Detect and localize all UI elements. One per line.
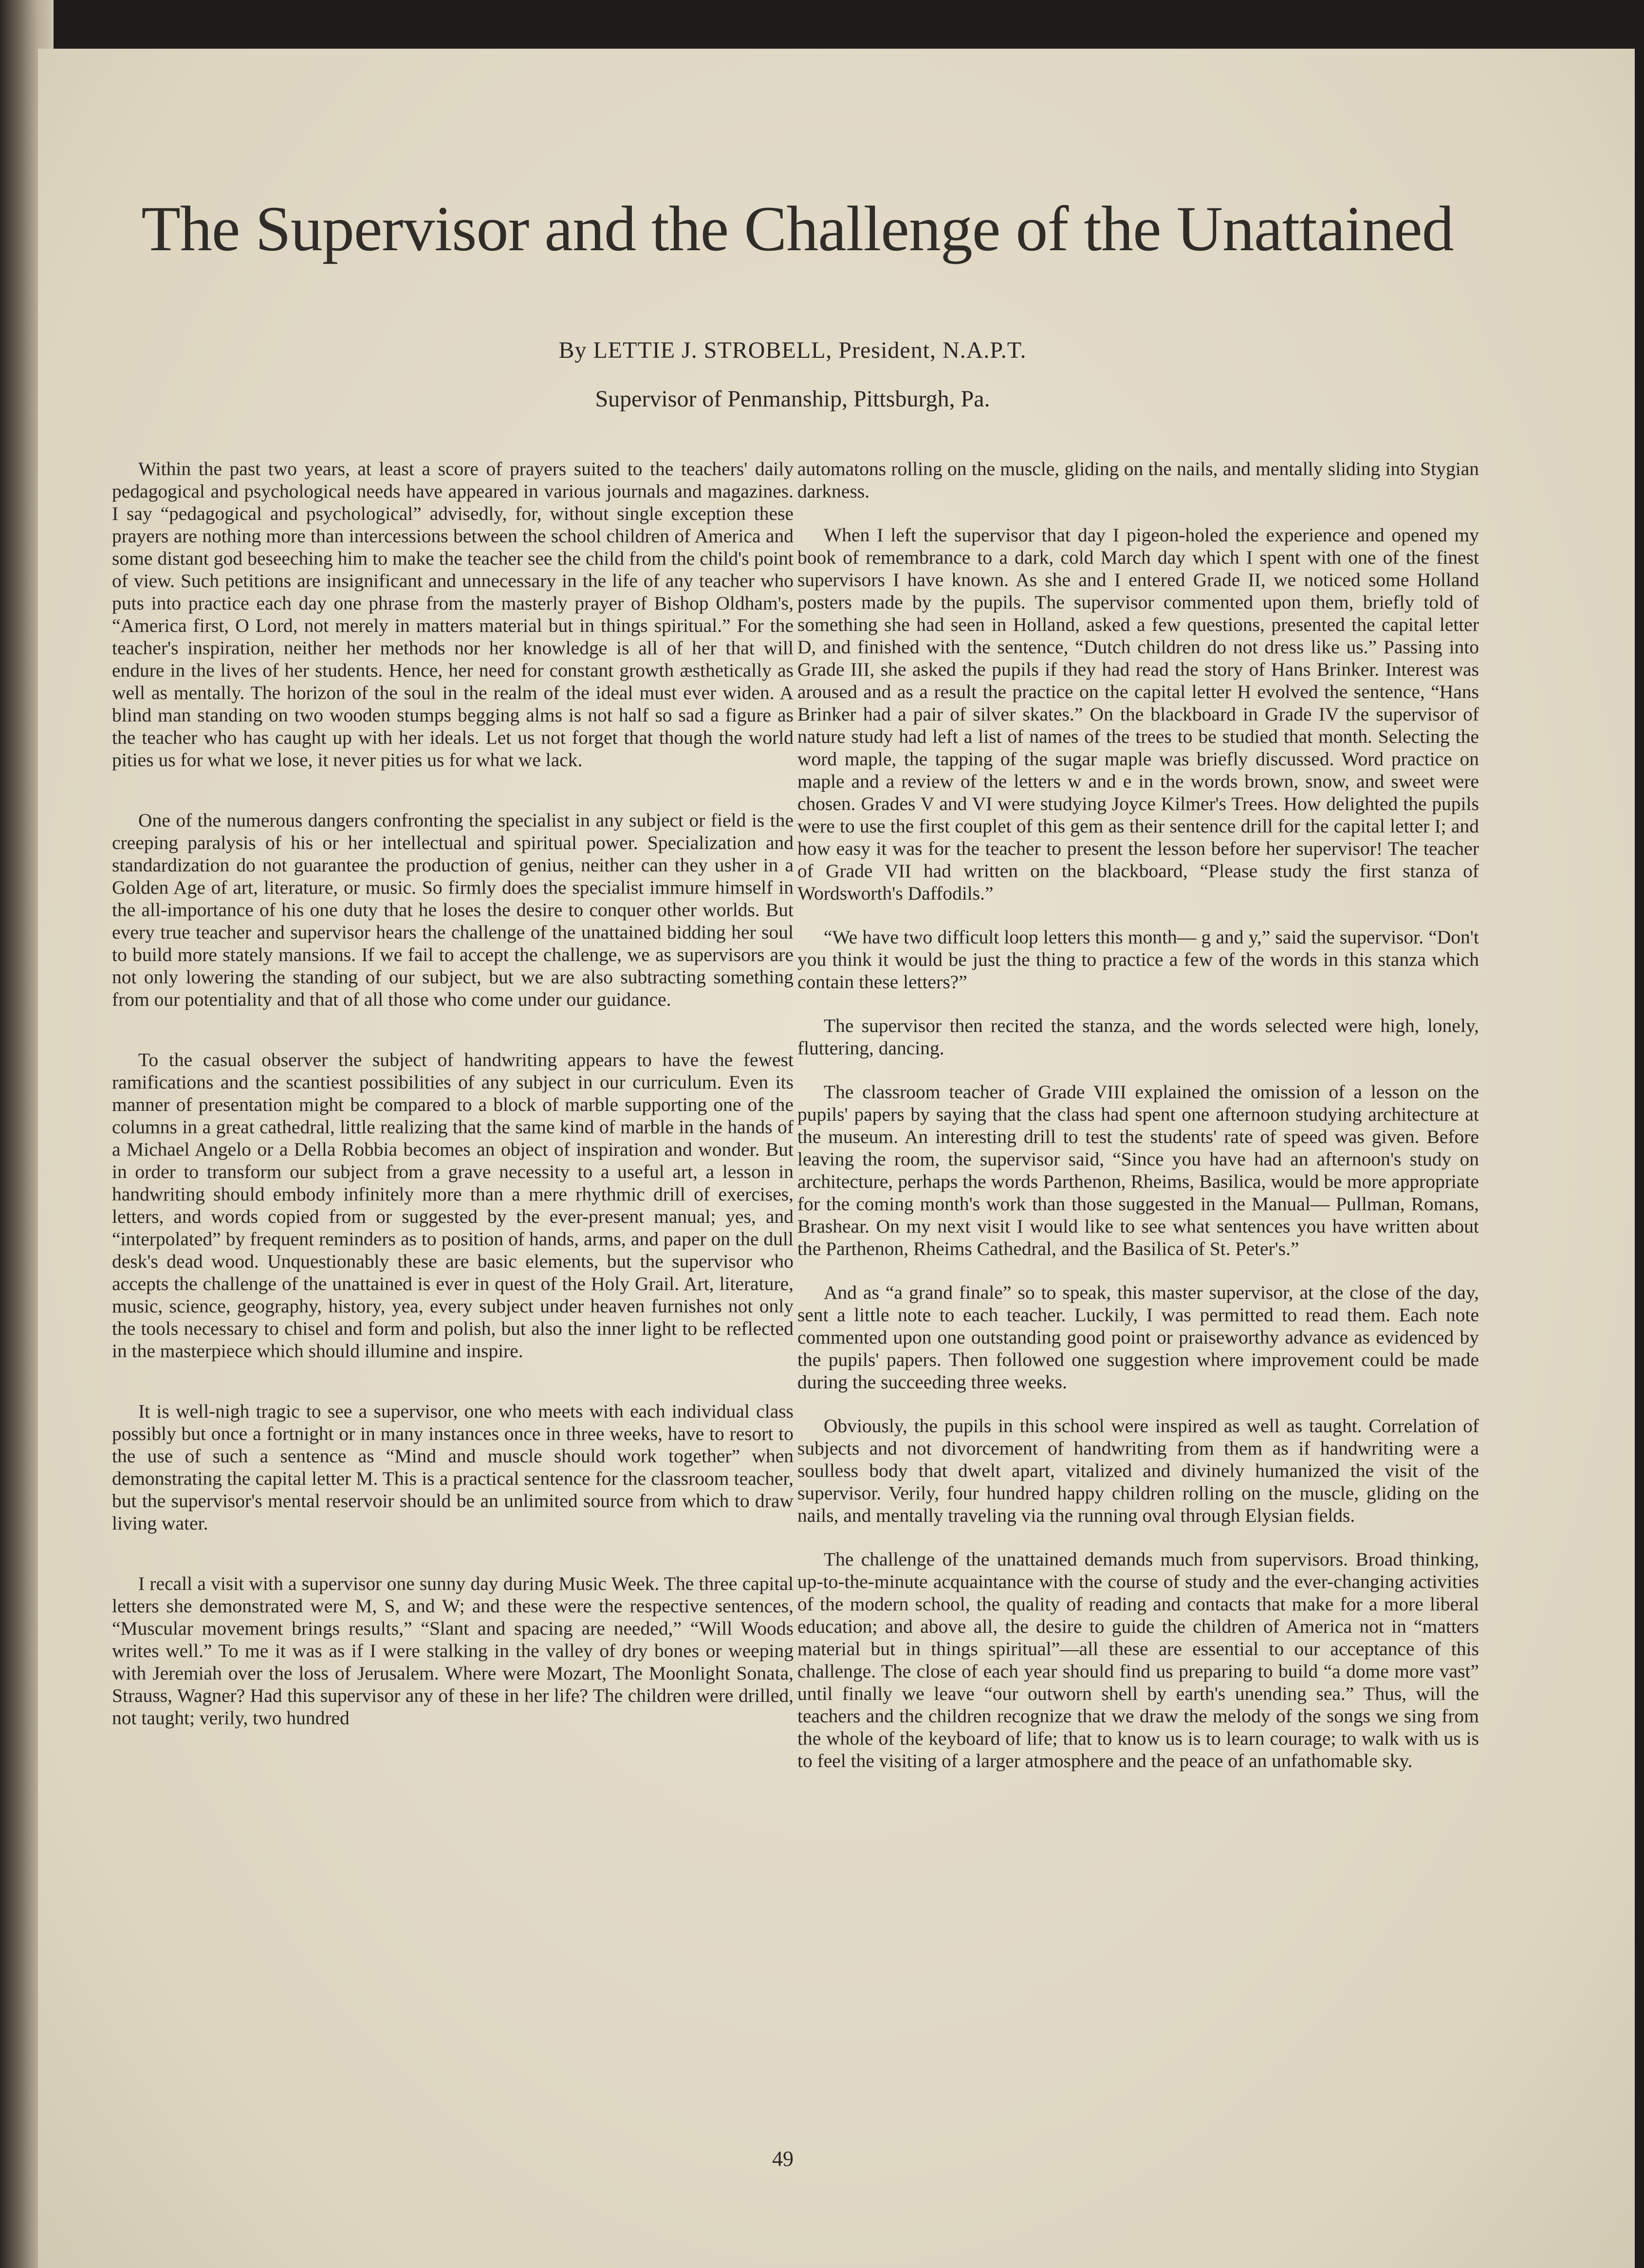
paragraph: When I left the supervisor that day I pigeon-holed the experience and opened my book of remembrance to a dark, cold March day which I spent with one of the finest supervisors I have known. As she and I entered Grade II, we noticed some Holland posters made by the pupils. The supervisor commented upon them, briefly told of something she had seen in Holland, asked a few questions, presented the capital letter D, and finished with the sentence, “Dutch children do not dress like us.” Passing into Grade III, she asked the pupils if they had read the story of Hans Brinker. Interest was aroused and as a result the practice on the capital letter H evolved the sentence, “Hans Brinker had a pair of silver skates.” On the blackboard in Grade IV the supervisor of nature study had left a list of names of the trees to be studied that month. Selecting the word maple, the tapping of the sugar maple was briefly discussed. Word practice on maple and a review of the letters w and e in the words brown, snow, and sweet were chosen. Grades V and VI were studying Joyce Kilmer's Trees. How delighted the pupils were to use the first couplet of this gem as their sentence drill for the capital letter I; and how easy it was for the teacher to present the lesson before her supervisor! The teacher of Grade VII had written on the blackboard, “Please study the first stanza of Wordsworth's Daffodils.”	[797, 524, 1479, 904]
left-column	[112, 458, 794, 1767]
page-number: 49	[772, 2147, 794, 2171]
author-affiliation: Supervisor of Penmanship, Pittsburgh, Pa.	[595, 386, 990, 412]
right-column	[797, 458, 1479, 1793]
paragraph: I recall a visit with a supervisor one sunny day during Music Week. The three capital letters she demonstrated were M, S, and W; and these were the respective sentences, “Muscular movement brings results,” “Slant and spacing are needed,” “Will Woods writes well.” To me it was as if I were stalking in the valley of dry bones or weeping with Jeremiah over the loss of Jerusalem. Where were Mozart, The Moonlight Sonata, Strauss, Wagner? Had this supervisor any of these in her life? The children were drilled, not taught; verily, two hundred	[112, 1573, 794, 1729]
paragraph: Within the past two years, at least a score of prayers suited to the teachers' daily pedagogical and psychological needs have appeared in various journals and magazines. I say “pedagogical and psychological” advisedly, for, without single exception these prayers are nothing more than intercessions between the school children of America and some distant god beseeching him to make the teacher see the child from the child's point of view. Such petitions are insignificant and unnecessary in the life of any teacher who puts into practice each day one phrase from the masterly prayer of Bishop Oldham's, “America first, O Lord, not merely in matters material but in things spiritual.” For the teacher's inspiration, neither her methods nor her knowledge is all of her that will endure in the lives of her students. Hence, her need for constant growth æsthetically as well as mentally. The horizon of the soul in the realm of the ideal must ever widen. A blind man standing on two wooden stumps begging alms is not half so sad a figure as the teacher who has caught up with her ideals. Let us not forget that though the world pities us for what we lose, it never pities us for what we lack.	[112, 458, 794, 771]
paragraph: The supervisor then recited the stanza, and the words selected were high, lonely, fluttering, dancing.	[797, 1015, 1479, 1059]
article-byline: By LETTIE J. STROBELL, President, N.A.P.T.	[558, 337, 1027, 363]
paragraph: To the casual observer the subject of handwriting appears to have the fewest ramifications and the scantiest possibilities of any subject in our curriculum. Even its manner of presentation might be compared to a block of marble supporting one of the columns in a great cathedral, little realizing that the same kind of marble in the hands of a Michael Angelo or a Della Robbia becomes an object of inspiration and wonder. But in order to transform our subject from a grave necessity to a useful art, a lesson in handwriting should embody infinitely more than a mere rhythmic drill of exercises, letters, and words copied from or suggested by the ever-present manual; yes, and “interpolated” by frequent reminders as to position of hands, arms, and paper on the dull desk's dead wood. Unquestionably these are basic elements, but the supervisor who accepts the challenge of the unattained is ever in quest of the Holy Grail. Art, literature, music, science, geography, history, yea, every subject under heaven furnishes not only the tools necessary to chisel and form and polish, but also the inner light to be reflected in the masterpiece which should illumine and inspire.	[112, 1049, 794, 1362]
paragraph: It is well-nigh tragic to see a supervisor, one who meets with each individual class possibly but once a fortnight or in many instances once in three weeks, have to resort to the use of such a sentence as “Mind and muscle should work together” when demonstrating the capital letter M. This is a practical sentence for the classroom teacher, but the supervisor's mental reservoir should be an unlimited source from which to draw living water.	[112, 1401, 794, 1534]
magazine-page	[38, 49, 1635, 2268]
paragraph: And as “a grand finale” so to speak, this master supervisor, at the close of the day, sent a little note to each teacher. Luckily, I was permitted to read them. Each note commented upon one outstanding good point or praiseworthy advance as evidenced by the pupils' papers. Then followed one suggestion where improvement could be made during the succeeding three weeks.	[797, 1282, 1479, 1393]
paragraph: The challenge of the unattained demands much from supervisors. Broad thinking, up-to-the-minute acquaintance with the course of study and the ever-changing activities of the modern school, the quality of reading and contacts that make for a more liberal education; and above all, the desire to guide the children of America not in “matters material but in things spiritual”—all these are essential to our acceptance of this challenge. The close of each year should find us preparing to build “a dome more vast” until finally we leave “our outworn shell by earth's unending sea.” Thus, will the teachers and the children recognize that we draw the melody of the songs we sing from the whole of the keyboard of life; that to know us is to learn courage; to walk with us is to feel the visiting of a larger atmosphere and the peace of an unfathomable sky.	[797, 1549, 1479, 1771]
paragraph: The classroom teacher of Grade VIII explained the omission of a lesson on the pupils' papers by saying that the class had spent one afternoon studying architecture at the museum. An interesting drill to test the students' rate of speed was given. Before leaving the room, the supervisor said, “Since you have had an afternoon's study on architecture, perhaps the words Parthenon, Rheims, Basilica, would be more appropriate for the coming month's work than those suggested in the Manual— Pullman, Romans, Brashear. On my next visit I would like to see what sentences you have written about the Parthenon, Rheims Cathedral, and the Basilica of St. Peter's.”	[797, 1081, 1479, 1259]
paragraph: Obviously, the pupils in this school were inspired as well as taught. Correlation of subjects and not divorcement of handwriting from them as if handwriting were a soulless body that dwelt apart, vitalized and divinely humanized the visit of the supervisor. Verily, four hundred happy children rolling on the muscle, gliding on the nails, and mentally traveling via the running oval through Elysian fields.	[797, 1415, 1479, 1526]
paragraph: “We have two difficult loop letters this month— g and y,” said the supervisor. “Don't you think it would be just the thing to practice a few of the words in this stanza which contain these letters?”	[797, 926, 1479, 993]
article-title: The Supervisor and the Challenge of the Unattained	[141, 193, 1454, 264]
paragraph: One of the numerous dangers confronting the specialist in any subject or field is the creeping paralysis of his or her intellectual and spiritual power. Specialization and standardization do not guarantee the production of genius, neither can they usher in a Golden Age of art, literature, or music. So firmly does the specialist immure himself in the all-importance of his one duty that he loses the desire to conquer other worlds. But every true teacher and supervisor hears the challenge of the unattained bidding her soul to build more stately mansions. If we fail to accept the challenge, we as supervisors are not only lowering the standing of our subject, but we are also subtracting something from our potentiality and that of all those who come under our guidance.	[112, 810, 794, 1010]
paragraph-continued: automatons rolling on the muscle, gliding on the nails, and mentally sliding into Stygian darkness.	[797, 458, 1479, 502]
